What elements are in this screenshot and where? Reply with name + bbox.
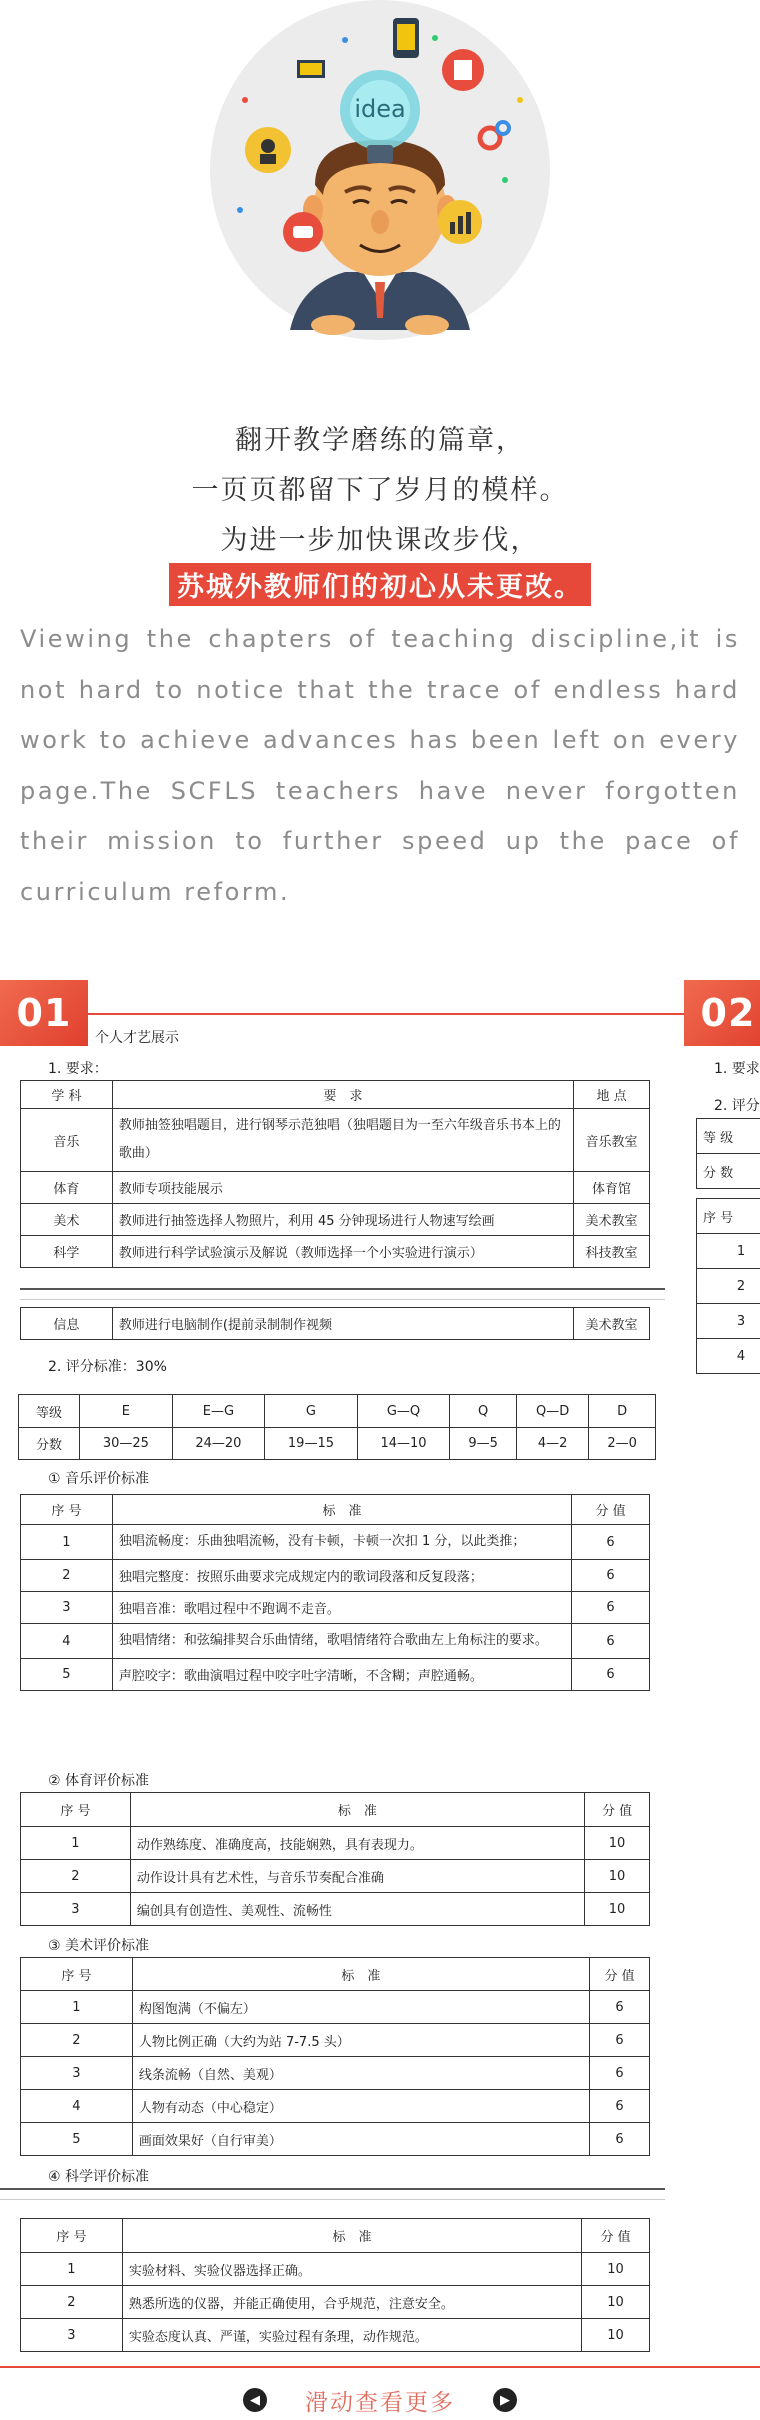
chevron-right-icon[interactable]: ▶ bbox=[493, 2388, 517, 2412]
next-cell: 1 bbox=[697, 1234, 760, 1269]
req-cell: 音乐 bbox=[21, 1109, 113, 1172]
criteria-text: 独唱音准：歌唱过程中不跑调不走音。 bbox=[112, 1592, 571, 1624]
grade-label: E bbox=[80, 1395, 173, 1428]
grade-label: Q—D bbox=[516, 1395, 588, 1428]
next-cell: 序 号 bbox=[697, 1199, 760, 1234]
grade-score: 14—10 bbox=[357, 1428, 450, 1460]
criteria-text: 声腔咬字：歌曲演唱过程中咬字吐字清晰，不含糊；声腔通畅。 bbox=[112, 1659, 571, 1691]
req-cell: 教师进行科学试验演示及解说（教师选择一个小实验进行演示） bbox=[112, 1236, 573, 1268]
criteria-score: 6 bbox=[590, 2024, 650, 2057]
req-head-subject: 学 科 bbox=[21, 1081, 113, 1109]
criteria-text: 独唱完整度：按照乐曲要求完成规定内的歌词段落和反复段落； bbox=[112, 1560, 571, 1592]
req-cell: 科学 bbox=[21, 1236, 113, 1268]
grade-score: 2—0 bbox=[589, 1428, 656, 1460]
req-cell: 音乐教室 bbox=[574, 1109, 650, 1172]
criteria-text: 动作熟练度、准确度高，技能娴熟，具有表现力。 bbox=[130, 1827, 584, 1860]
criteria-score: 6 bbox=[572, 1592, 650, 1624]
grade-label: D bbox=[589, 1395, 656, 1428]
criteria-score: 6 bbox=[572, 1659, 650, 1691]
criteria-text: 熟悉所选的仪器，并能正确使用，合乎规范，注意安全。 bbox=[122, 2286, 581, 2319]
criteria-num: 1 bbox=[21, 2253, 123, 2286]
criteria-score: 6 bbox=[590, 2057, 650, 2090]
next-page-table bbox=[696, 1118, 760, 1189]
criteria-text: 实验材料、实验仪器选择正确。 bbox=[122, 2253, 581, 2286]
criteria-head: 序 号 bbox=[21, 2219, 123, 2253]
criteria-score: 6 bbox=[572, 1525, 650, 1560]
bulb-label: idea bbox=[354, 95, 406, 123]
criteria-score: 10 bbox=[582, 2319, 650, 2352]
req-cell: 体育 bbox=[21, 1172, 113, 1204]
grade-table bbox=[18, 1394, 656, 1460]
req-cell: 美术教室 bbox=[574, 1204, 650, 1236]
image-carousel[interactable] bbox=[0, 980, 760, 2375]
criteria-head: 分 值 bbox=[585, 1793, 650, 1827]
criteria-num: 2 bbox=[21, 1560, 113, 1592]
criteria-head: 序 号 bbox=[21, 1495, 113, 1525]
criteria-head: 分 值 bbox=[582, 2219, 650, 2253]
criteria-text: 人物有动态（中心稳定） bbox=[132, 2090, 589, 2123]
pe-criteria-heading: ② 体育评价标准 bbox=[48, 1773, 150, 1789]
criteria-score: 10 bbox=[585, 1893, 650, 1926]
req-cell: 科技教室 bbox=[574, 1236, 650, 1268]
poem-line-3: 为进一步加快课改步伐， bbox=[220, 525, 540, 556]
science-criteria-table bbox=[20, 2218, 650, 2352]
swipe-more-bar bbox=[0, 2380, 760, 2420]
page-tear-divider bbox=[20, 1288, 665, 1300]
criteria-head: 标 准 bbox=[122, 2219, 581, 2253]
criteria-score: 6 bbox=[590, 1991, 650, 2024]
criteria-num: 5 bbox=[21, 1659, 113, 1691]
poem-line-4-wrap bbox=[0, 563, 760, 606]
requirements-heading: 1. 要求： bbox=[48, 1061, 108, 1077]
criteria-num: 2 bbox=[21, 2024, 133, 2057]
criteria-text: 人物比例正确（大约为站 7-7.5 头） bbox=[132, 2024, 589, 2057]
grade-score: 24—20 bbox=[172, 1428, 265, 1460]
criteria-score: 10 bbox=[582, 2286, 650, 2319]
criteria-text: 实验态度认真、严谨，实验过程有条理，动作规范。 bbox=[122, 2319, 581, 2352]
req-head-location: 地 点 bbox=[574, 1081, 650, 1109]
criteria-score: 10 bbox=[582, 2253, 650, 2286]
grade-score: 4—2 bbox=[516, 1428, 588, 1460]
req-head-requirement: 要 求 bbox=[112, 1081, 573, 1109]
grade-score: 分数 bbox=[19, 1428, 80, 1460]
criteria-text: 构图饱满（不偏左） bbox=[132, 1991, 589, 2024]
poem-line-4-highlight: 苏城外教师们的初心从未更改。 bbox=[169, 563, 591, 606]
next-req-heading: 1. 要求 bbox=[714, 1061, 760, 1077]
criteria-head: 标 准 bbox=[112, 1495, 571, 1525]
poem-line-2: 一页页都留下了岁月的模样。 bbox=[191, 475, 569, 506]
req-cell: 教师抽签独唱题目，进行钢琴示范独唱（独唱题目为一至六年级音乐书本上的歌曲） bbox=[112, 1109, 573, 1172]
criteria-score: 6 bbox=[572, 1560, 650, 1592]
info-cell: 美术教室 bbox=[574, 1308, 650, 1340]
art-criteria-heading: ③ 美术评价标准 bbox=[48, 1938, 150, 1954]
science-criteria-heading: ④ 科学评价标准 bbox=[48, 2169, 150, 2185]
criteria-num: 3 bbox=[21, 2319, 123, 2352]
criteria-head: 序 号 bbox=[21, 1793, 131, 1827]
info-row-table bbox=[20, 1307, 650, 1340]
swipe-more-label[interactable]: 滑动查看更多 bbox=[305, 2389, 455, 2416]
idea-head-illustration bbox=[205, 0, 555, 345]
criteria-num: 2 bbox=[21, 1860, 131, 1893]
criteria-text: 独唱流畅度：乐曲独唱流畅，没有卡顿，卡顿一次扣 1 分，以此类推； bbox=[112, 1525, 571, 1560]
page-badge-02: 02 bbox=[684, 980, 760, 1046]
next-page-table-2 bbox=[696, 1198, 760, 1374]
criteria-num: 2 bbox=[21, 2286, 123, 2319]
criteria-head: 序 号 bbox=[21, 1958, 133, 1991]
criteria-text: 线条流畅（自然、美观） bbox=[132, 2057, 589, 2090]
chevron-left-icon[interactable]: ◀ bbox=[243, 2388, 267, 2412]
next-cell: 分 数 bbox=[697, 1154, 760, 1189]
grade-label: Q bbox=[450, 1395, 517, 1428]
req-cell: 教师专项技能展示 bbox=[112, 1172, 573, 1204]
grade-score: 30—25 bbox=[80, 1428, 173, 1460]
criteria-num: 4 bbox=[21, 2090, 133, 2123]
req-cell: 教师进行抽签选择人物照片，利用 45 分钟现场进行人物速写绘画 bbox=[112, 1204, 573, 1236]
criteria-text: 独唱情绪：和弦编排契合乐曲情绪，歌唱情绪符合歌曲左上角标注的要求。 bbox=[112, 1624, 571, 1659]
next-cell: 2 bbox=[697, 1269, 760, 1304]
info-cell: 信息 bbox=[21, 1308, 113, 1340]
requirements-table bbox=[20, 1080, 650, 1268]
next-cell: 等 级 bbox=[697, 1119, 760, 1154]
grade-label: G bbox=[265, 1395, 358, 1428]
info-cell: 教师进行电脑制作(提前录制制作视频 bbox=[112, 1308, 573, 1340]
score-heading: 2. 评分标准：30% bbox=[48, 1359, 167, 1375]
slide-2-peek[interactable] bbox=[690, 980, 760, 1380]
grade-label: G—Q bbox=[357, 1395, 450, 1428]
criteria-head: 分 值 bbox=[572, 1495, 650, 1525]
req-cell: 美术 bbox=[21, 1204, 113, 1236]
music-criteria-table bbox=[20, 1494, 650, 1691]
criteria-num: 3 bbox=[21, 1592, 113, 1624]
music-criteria-heading: ① 音乐评价标准 bbox=[48, 1471, 150, 1487]
next-cell: 3 bbox=[697, 1304, 760, 1339]
criteria-head: 标 准 bbox=[132, 1958, 589, 1991]
criteria-score: 10 bbox=[585, 1860, 650, 1893]
slide-1-document bbox=[0, 980, 680, 2375]
criteria-num: 3 bbox=[21, 2057, 133, 2090]
grade-label: 等级 bbox=[19, 1395, 80, 1428]
req-cell: 体育馆 bbox=[574, 1172, 650, 1204]
criteria-text: 动作设计具有艺术性，与音乐节奏配合准确 bbox=[130, 1860, 584, 1893]
pe-criteria-table bbox=[20, 1792, 650, 1926]
criteria-num: 1 bbox=[21, 1827, 131, 1860]
criteria-text: 画面效果好（自行审美） bbox=[132, 2123, 589, 2156]
next-cell: 4 bbox=[697, 1339, 760, 1374]
criteria-score: 10 bbox=[585, 1827, 650, 1860]
grade-score: 9—5 bbox=[450, 1428, 517, 1460]
criteria-score: 6 bbox=[590, 2123, 650, 2156]
criteria-num: 5 bbox=[21, 2123, 133, 2156]
criteria-score: 6 bbox=[572, 1624, 650, 1659]
page-badge-01: 01 bbox=[0, 980, 88, 1046]
criteria-text: 编创具有创造性、美观性、流畅性 bbox=[130, 1893, 584, 1926]
criteria-num: 3 bbox=[21, 1893, 131, 1926]
english-paragraph: Viewing the chapters of teaching discipline,it is not hard to notice that the trace of endless hard work to achieve advances has been left on every page.The SCFLS teachers have never forgotten their mission to further speed up the pace of curriculum reform. bbox=[20, 625, 740, 906]
criteria-head: 分 值 bbox=[590, 1958, 650, 1991]
criteria-score: 6 bbox=[590, 2090, 650, 2123]
art-criteria-table bbox=[20, 1957, 650, 2156]
criteria-num: 1 bbox=[21, 1525, 113, 1560]
criteria-num: 4 bbox=[21, 1624, 113, 1659]
poem-line-1: 翻开教学磨练的篇章， bbox=[235, 425, 525, 456]
doc-title: 个人才艺展示 bbox=[95, 1030, 179, 1046]
page-tear-divider bbox=[0, 2188, 665, 2200]
grade-label: E—G bbox=[172, 1395, 265, 1428]
next-score-heading: 2. 评分 bbox=[714, 1098, 760, 1114]
footer-rule bbox=[0, 2366, 760, 2368]
grade-score: 19—15 bbox=[265, 1428, 358, 1460]
criteria-num: 1 bbox=[21, 1991, 133, 2024]
criteria-head: 标 准 bbox=[130, 1793, 584, 1827]
